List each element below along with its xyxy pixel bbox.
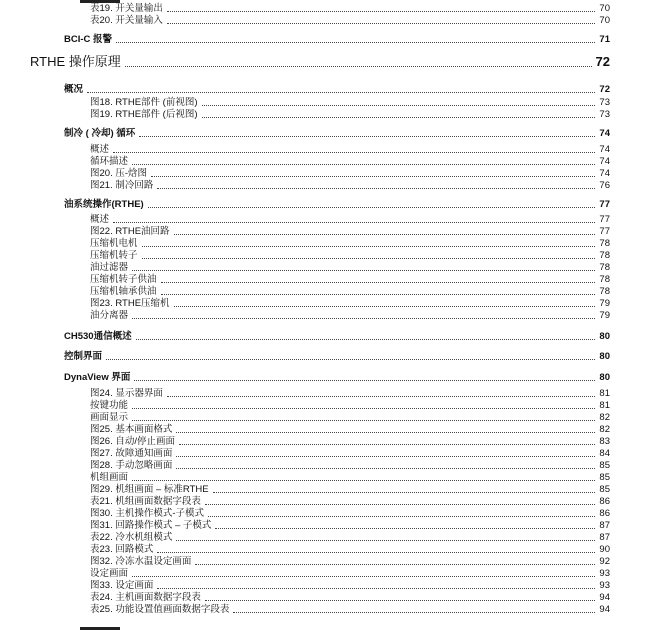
toc-entry[interactable] [90, 544, 610, 556]
toc-page-number: 78 [599, 250, 610, 261]
dot-leader [142, 246, 596, 247]
toc-entry[interactable] [90, 286, 610, 298]
toc-entry-label: 概述 [90, 144, 110, 155]
toc-page-number: 74 [599, 144, 610, 155]
toc-entry-label: 图32. 冷冻水温设定画面 [90, 556, 192, 567]
toc-entry[interactable] [90, 532, 610, 544]
toc-page-number: 79 [599, 298, 610, 309]
toc-entry[interactable] [90, 144, 610, 156]
dot-leader [157, 188, 595, 189]
dot-leader [202, 105, 596, 106]
toc-entry-label: 表23. 回路模式 [90, 544, 154, 555]
toc-entry-label: 表20. 开关量输入 [90, 15, 163, 26]
toc-page-number: 93 [599, 568, 610, 579]
dot-leader [233, 612, 595, 613]
toc-entry[interactable] [90, 298, 610, 310]
toc-entry-label: 压缩机轴承供油 [90, 286, 157, 297]
toc-entry-label: 表22. 冷水机组模式 [90, 532, 173, 543]
dot-leader [132, 408, 595, 409]
toc-entry[interactable] [90, 580, 610, 592]
dot-leader [167, 396, 596, 397]
toc-entry[interactable] [90, 238, 610, 250]
toc-entry[interactable] [90, 448, 610, 460]
toc-page-number: 82 [599, 424, 610, 435]
dot-leader [205, 600, 596, 601]
toc-entry-label: 机组画面 [90, 472, 129, 483]
toc-entry[interactable] [90, 180, 610, 192]
dot-leader [157, 552, 595, 553]
toc-section[interactable] [64, 330, 610, 343]
toc-entry-label: 表24. 主机画面数据字段表 [90, 592, 201, 603]
toc-page-number: 70 [599, 15, 610, 26]
toc-entry-label: 循环描述 [90, 156, 129, 167]
toc-section[interactable] [64, 83, 610, 96]
dot-leader [132, 270, 595, 271]
toc-entry-label: 表21. 机组画面数据字段表 [90, 496, 201, 507]
dot-leader [176, 432, 595, 433]
dot-leader [174, 306, 596, 307]
toc-page-number: 81 [599, 400, 610, 411]
dot-leader [176, 540, 595, 541]
toc-entry[interactable] [90, 436, 610, 448]
dot-leader [139, 136, 595, 137]
toc-section[interactable] [64, 33, 610, 46]
toc-page-number: 85 [599, 472, 610, 483]
dot-leader [136, 339, 596, 340]
dot-leader [161, 294, 596, 295]
dot-leader [87, 92, 595, 93]
toc-page-number: 85 [599, 484, 610, 495]
toc-entry-label: 图28. 手动忽略画面 [90, 460, 173, 471]
dot-leader [116, 42, 595, 43]
dot-leader [215, 528, 595, 529]
toc-entry[interactable] [90, 310, 610, 322]
dot-leader [132, 164, 595, 165]
toc-entry-label: 概况 [64, 84, 84, 95]
toc-section[interactable] [64, 198, 610, 211]
toc-entry[interactable] [90, 226, 610, 238]
toc-page-number: 70 [599, 3, 610, 14]
toc-page-number: 87 [599, 520, 610, 531]
dot-leader [134, 380, 595, 381]
toc-page-number: 82 [599, 412, 610, 423]
toc-entry-label: 图20. 压-焓图 [90, 168, 148, 179]
toc-entry[interactable] [90, 156, 610, 168]
toc-entry[interactable] [90, 274, 610, 286]
toc-page-number: 80 [599, 331, 610, 342]
toc-page-number: 72 [599, 84, 610, 95]
toc-entry[interactable] [90, 250, 610, 262]
toc-entry-label: 图18. RTHE部件 (前视图) [90, 97, 198, 108]
toc-page-number: 76 [599, 180, 610, 191]
dot-leader [125, 66, 592, 67]
toc-entry-label: DynaView 界面 [64, 372, 131, 383]
dot-leader [179, 444, 595, 445]
dot-leader [167, 23, 596, 24]
dot-leader [142, 258, 596, 259]
dot-leader [167, 11, 596, 12]
toc-page-number: 92 [599, 556, 610, 567]
toc-entry[interactable] [90, 592, 610, 604]
toc-entry[interactable] [90, 460, 610, 472]
toc-entry[interactable] [90, 262, 610, 274]
dot-leader [148, 207, 596, 208]
toc-entry-label: 按键功能 [90, 400, 129, 411]
toc-entry-label: 表25. 功能设置值画面数据字段表 [90, 604, 230, 615]
dot-leader [208, 516, 595, 517]
toc-section[interactable] [64, 350, 610, 363]
toc-entry[interactable] [90, 412, 610, 424]
toc-entry-label: 图26. 自动/停止画面 [90, 436, 175, 447]
toc-entry-label: CH530通信概述 [64, 331, 132, 342]
dot-leader [106, 359, 595, 360]
dot-leader [205, 504, 596, 505]
toc-entry-label: 图25. 基本画面格式 [90, 424, 173, 435]
toc-entry-label: 图23. RTHE压缩机 [90, 298, 170, 309]
toc-entry[interactable] [90, 3, 610, 15]
toc-page-number: 80 [599, 372, 610, 383]
toc-page-number: 84 [599, 448, 610, 459]
toc-page-number: 74 [599, 156, 610, 167]
toc-entry-label: 图30. 主机操作模式-子模式 [90, 508, 205, 519]
toc-page-number: 83 [599, 436, 610, 447]
dot-leader [132, 420, 595, 421]
toc-page-number: 94 [599, 604, 610, 615]
toc-page-number: 78 [599, 238, 610, 249]
toc-page-number: 78 [599, 286, 610, 297]
toc-entry-label: 图22. RTHE油回路 [90, 226, 170, 237]
toc-chapter[interactable] [30, 53, 610, 70]
toc-entry-label: 图27. 故障通知画面 [90, 448, 173, 459]
dot-leader [213, 492, 596, 493]
toc-entry-label: 控制界面 [64, 351, 103, 362]
toc-entry[interactable] [90, 15, 610, 27]
toc-page-number: 81 [599, 388, 610, 399]
toc-section[interactable] [64, 127, 610, 140]
toc-page-number: 77 [599, 214, 610, 225]
toc-entry-label: 图24. 显示器界面 [90, 388, 163, 399]
dot-leader [195, 564, 595, 565]
toc-page-number: 74 [599, 168, 610, 179]
toc-page-number: 73 [599, 109, 610, 120]
toc-entry-label: RTHE 操作原理 [30, 54, 121, 69]
toc-page-number: 80 [599, 351, 610, 362]
toc-entry-label: 压缩机电机 [90, 238, 138, 249]
dot-leader [161, 282, 596, 283]
toc-entry-label: 概述 [90, 214, 110, 225]
toc-page-number: 94 [599, 592, 610, 603]
toc-entry-label: 制冷 ( 冷却) 循环 [64, 128, 136, 139]
dot-leader [113, 222, 595, 223]
toc-entry[interactable] [90, 97, 610, 109]
toc-entry-label: 油系统操作(RTHE) [64, 199, 144, 210]
toc-page-number: 77 [599, 226, 610, 237]
toc-page-number: 79 [599, 310, 610, 321]
toc-page-number: 74 [599, 128, 610, 139]
toc-entry[interactable] [90, 484, 610, 496]
dot-leader [202, 117, 596, 118]
toc-entry[interactable] [90, 508, 610, 520]
toc-entry-label: 压缩机转子 [90, 250, 138, 261]
toc-entry-label: BCI-C 报警 [64, 34, 113, 45]
toc-entry[interactable] [90, 520, 610, 532]
toc-page-number: 71 [599, 34, 610, 45]
toc-entry-label: 表19. 开关量输出 [90, 3, 163, 14]
dot-leader [151, 176, 595, 177]
toc-entry-label: 图19. RTHE部件 (后视图) [90, 109, 198, 120]
toc-entry[interactable] [90, 109, 610, 121]
toc-entry-label: 图29. 机组画面 – 标准RTHE [90, 484, 209, 495]
toc-entry[interactable] [90, 388, 610, 400]
toc-page-number: 73 [599, 97, 610, 108]
toc-entry-label: 图21. 制冷回路 [90, 180, 154, 191]
dot-leader [132, 576, 595, 577]
dot-leader [132, 480, 595, 481]
toc-entry[interactable] [90, 214, 610, 226]
toc-entry-label: 画面显示 [90, 412, 129, 423]
toc-entry[interactable] [90, 496, 610, 508]
toc-entry[interactable] [90, 604, 610, 616]
toc-entry-label: 图33. 设定画面 [90, 580, 154, 591]
toc-entry[interactable] [90, 424, 610, 436]
toc-entry[interactable] [90, 568, 610, 580]
toc-entry-label: 油分离器 [90, 310, 129, 321]
toc-page-number: 72 [595, 54, 610, 69]
toc-entry-label: 油过滤器 [90, 262, 129, 273]
toc-page-number: 86 [599, 508, 610, 519]
toc-page-number: 78 [599, 274, 610, 285]
toc-page-number: 87 [599, 532, 610, 543]
toc-page-number: 93 [599, 580, 610, 591]
toc-entry-label: 压缩机转子供油 [90, 274, 157, 285]
dot-leader [132, 318, 595, 319]
dot-leader [113, 152, 595, 153]
dot-leader [174, 234, 596, 235]
toc-entry[interactable] [90, 472, 610, 484]
dot-leader [176, 456, 595, 457]
toc-entry[interactable] [90, 556, 610, 568]
toc-page-number: 90 [599, 544, 610, 555]
toc-page-number: 85 [599, 460, 610, 471]
dot-leader [157, 588, 595, 589]
toc-page-number: 77 [599, 199, 610, 210]
toc-page-number: 86 [599, 496, 610, 507]
toc-entry-label: 图31. 回路操作模式 – 子模式 [90, 520, 212, 531]
dot-leader [176, 468, 595, 469]
toc-entry-label: 设定画面 [90, 568, 129, 579]
toc-entry[interactable] [90, 400, 610, 412]
toc-section[interactable] [64, 371, 610, 384]
toc-entry[interactable] [90, 168, 610, 180]
toc-page-number: 78 [599, 262, 610, 273]
